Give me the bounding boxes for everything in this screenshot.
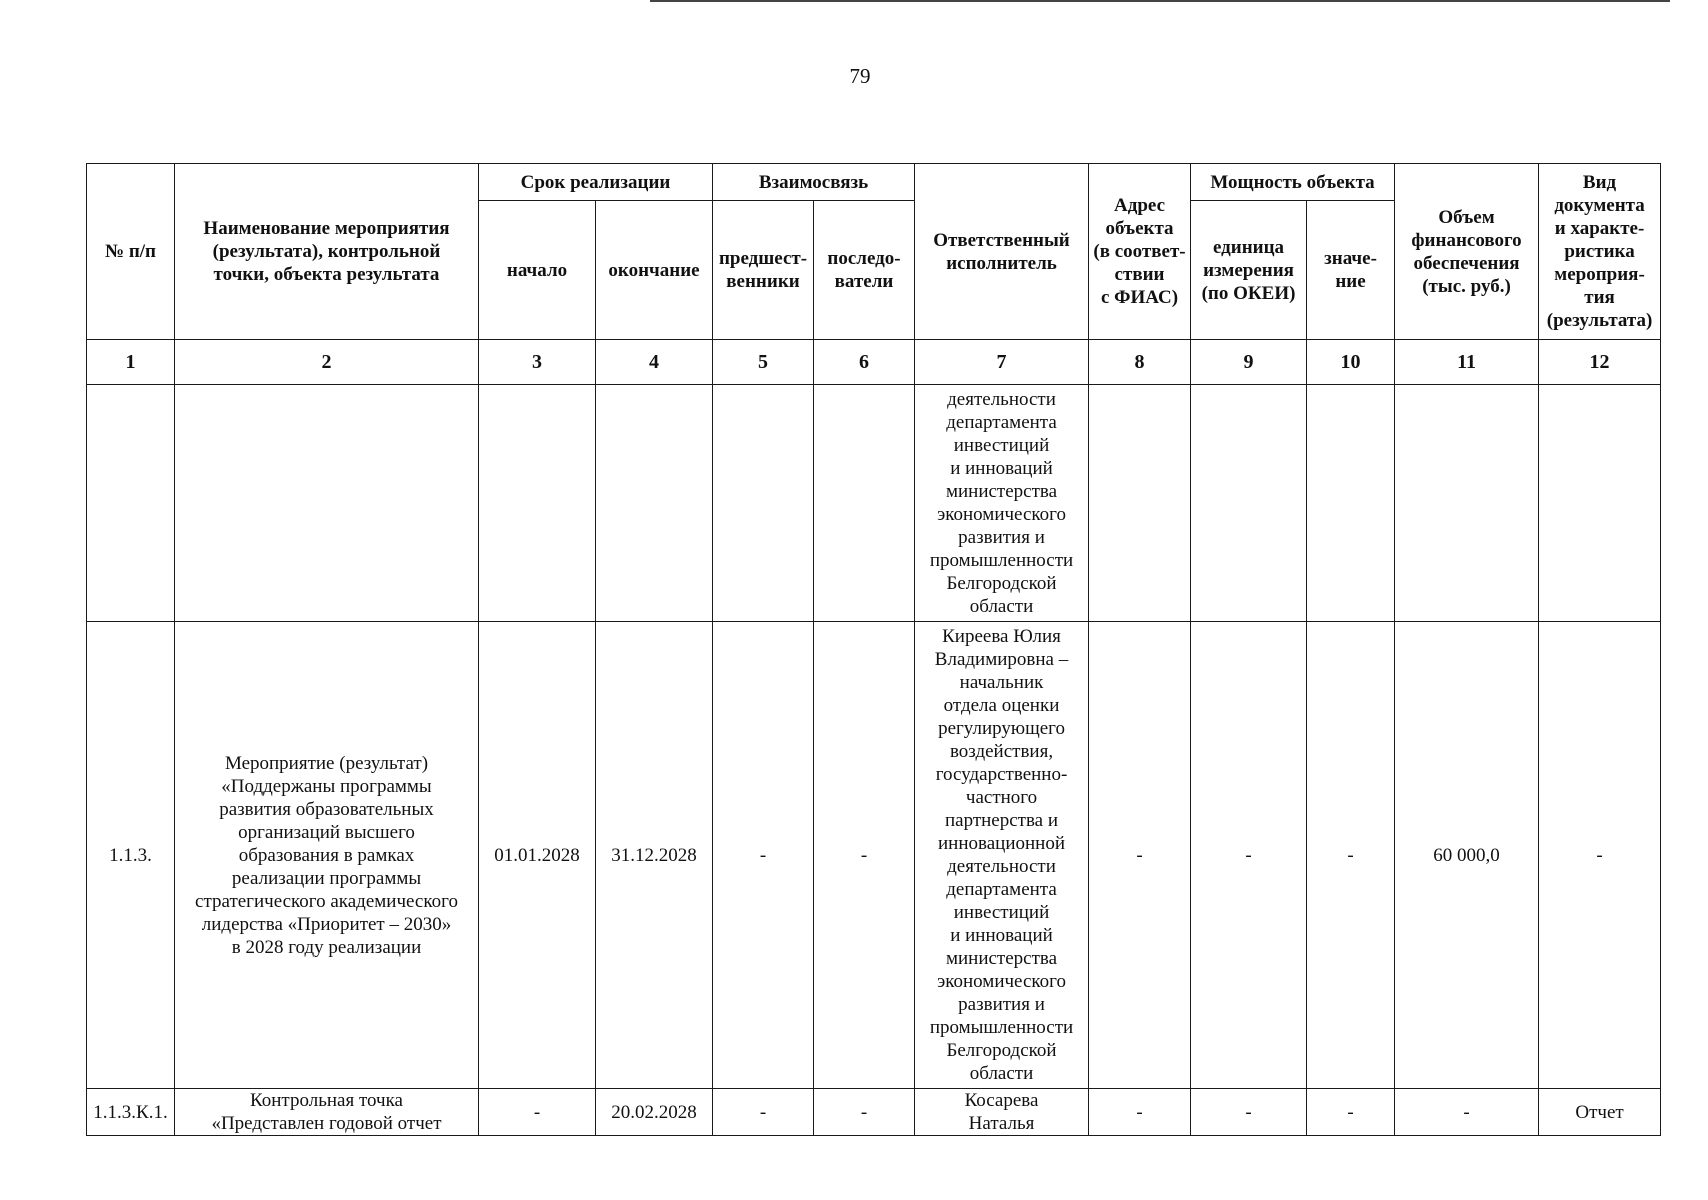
cell-end: 20.02.2028: [596, 1089, 713, 1136]
header-capacity-group: Мощность объекта: [1191, 164, 1395, 201]
column-number: 12: [1539, 340, 1661, 385]
cell-doc-type: [1539, 385, 1661, 622]
cell-successors: -: [814, 622, 915, 1089]
cell-start: 01.01.2028: [479, 622, 596, 1089]
column-number: 3: [479, 340, 596, 385]
header-term-group: Срок реализации: [479, 164, 713, 201]
table-row: [87, 1089, 1661, 1136]
cell-responsible: Киреева Юлия Владимировна – начальник отдела оценки регулирующего воздействия, государственно- частного партнерства и инновационной деятельности департамента инвестиций и инноваций министерства экономического развития и промышленности Белгородской области: [915, 622, 1089, 1089]
table-row: [87, 385, 1661, 622]
cell-responsible: Косарева Наталья: [915, 1089, 1089, 1136]
cell-start: -: [479, 1089, 596, 1136]
header-end: окончание: [596, 201, 713, 340]
header-successors: последо- ватели: [814, 201, 915, 340]
cell-value: -: [1307, 622, 1395, 1089]
column-number: 11: [1395, 340, 1539, 385]
cell-address: -: [1089, 622, 1191, 1089]
header-doc-type: Вид документа и характе- ристика мероприя- тия (результата): [1539, 164, 1661, 340]
column-number: 10: [1307, 340, 1395, 385]
cell-start: [479, 385, 596, 622]
cell-num: 1.1.3.К.1.: [87, 1089, 175, 1136]
cell-unit: -: [1191, 622, 1307, 1089]
cell-successors: -: [814, 1089, 915, 1136]
header-row-top: [87, 164, 1661, 201]
cell-num: [87, 385, 175, 622]
cell-end: [596, 385, 713, 622]
header-start: начало: [479, 201, 596, 340]
cell-name: Мероприятие (результат) «Поддержаны программы развития образовательных организаций высшего образования в рамках реализации программы стратегического академического лидерства «Приоритет – 2030» в 2028 году реализации: [175, 622, 479, 1089]
column-number: 8: [1089, 340, 1191, 385]
column-number-row: [87, 340, 1661, 385]
table-row: [87, 622, 1661, 1089]
column-number: 9: [1191, 340, 1307, 385]
cell-finance: -: [1395, 1089, 1539, 1136]
cell-unit: [1191, 385, 1307, 622]
column-number: 4: [596, 340, 713, 385]
page-number: 79: [849, 64, 871, 88]
cell-address: -: [1089, 1089, 1191, 1136]
cell-finance: [1395, 385, 1539, 622]
cell-name: Контрольная точка «Представлен годовой отчет: [175, 1089, 479, 1136]
header-num: № п/п: [87, 164, 175, 340]
top-scan-rule: [650, 0, 1670, 2]
header-value: значе- ние: [1307, 201, 1395, 340]
column-number: 1: [87, 340, 175, 385]
plan-table: [86, 163, 1661, 1136]
cell-value: -: [1307, 1089, 1395, 1136]
cell-doc-type: Отчет: [1539, 1089, 1661, 1136]
cell-unit: -: [1191, 1089, 1307, 1136]
header-predecessors: предшест- венники: [713, 201, 814, 340]
column-number: 5: [713, 340, 814, 385]
cell-finance: 60 000,0: [1395, 622, 1539, 1089]
cell-address: [1089, 385, 1191, 622]
cell-name: [175, 385, 479, 622]
cell-num: 1.1.3.: [87, 622, 175, 1089]
cell-responsible: деятельности департамента инвестиций и инноваций министерства экономического развития и промышленности Белгородской области: [915, 385, 1089, 622]
header-unit: единица измерения (по ОКЕИ): [1191, 201, 1307, 340]
cell-predecessors: -: [713, 622, 814, 1089]
cell-end: 31.12.2028: [596, 622, 713, 1089]
cell-value: [1307, 385, 1395, 622]
cell-successors: [814, 385, 915, 622]
column-number: 7: [915, 340, 1089, 385]
header-responsible: Ответственный исполнитель: [915, 164, 1089, 340]
cell-predecessors: -: [713, 1089, 814, 1136]
cell-predecessors: [713, 385, 814, 622]
header-finance: Объем финансового обеспечения (тыс. руб.): [1395, 164, 1539, 340]
header-name: Наименование мероприятия (результата), контрольной точки, объекта результата: [175, 164, 479, 340]
header-address: Адрес объекта (в соответ- ствии с ФИАС): [1089, 164, 1191, 340]
cell-doc-type: -: [1539, 622, 1661, 1089]
column-number: 6: [814, 340, 915, 385]
column-number: 2: [175, 340, 479, 385]
header-link-group: Взаимосвязь: [713, 164, 915, 201]
